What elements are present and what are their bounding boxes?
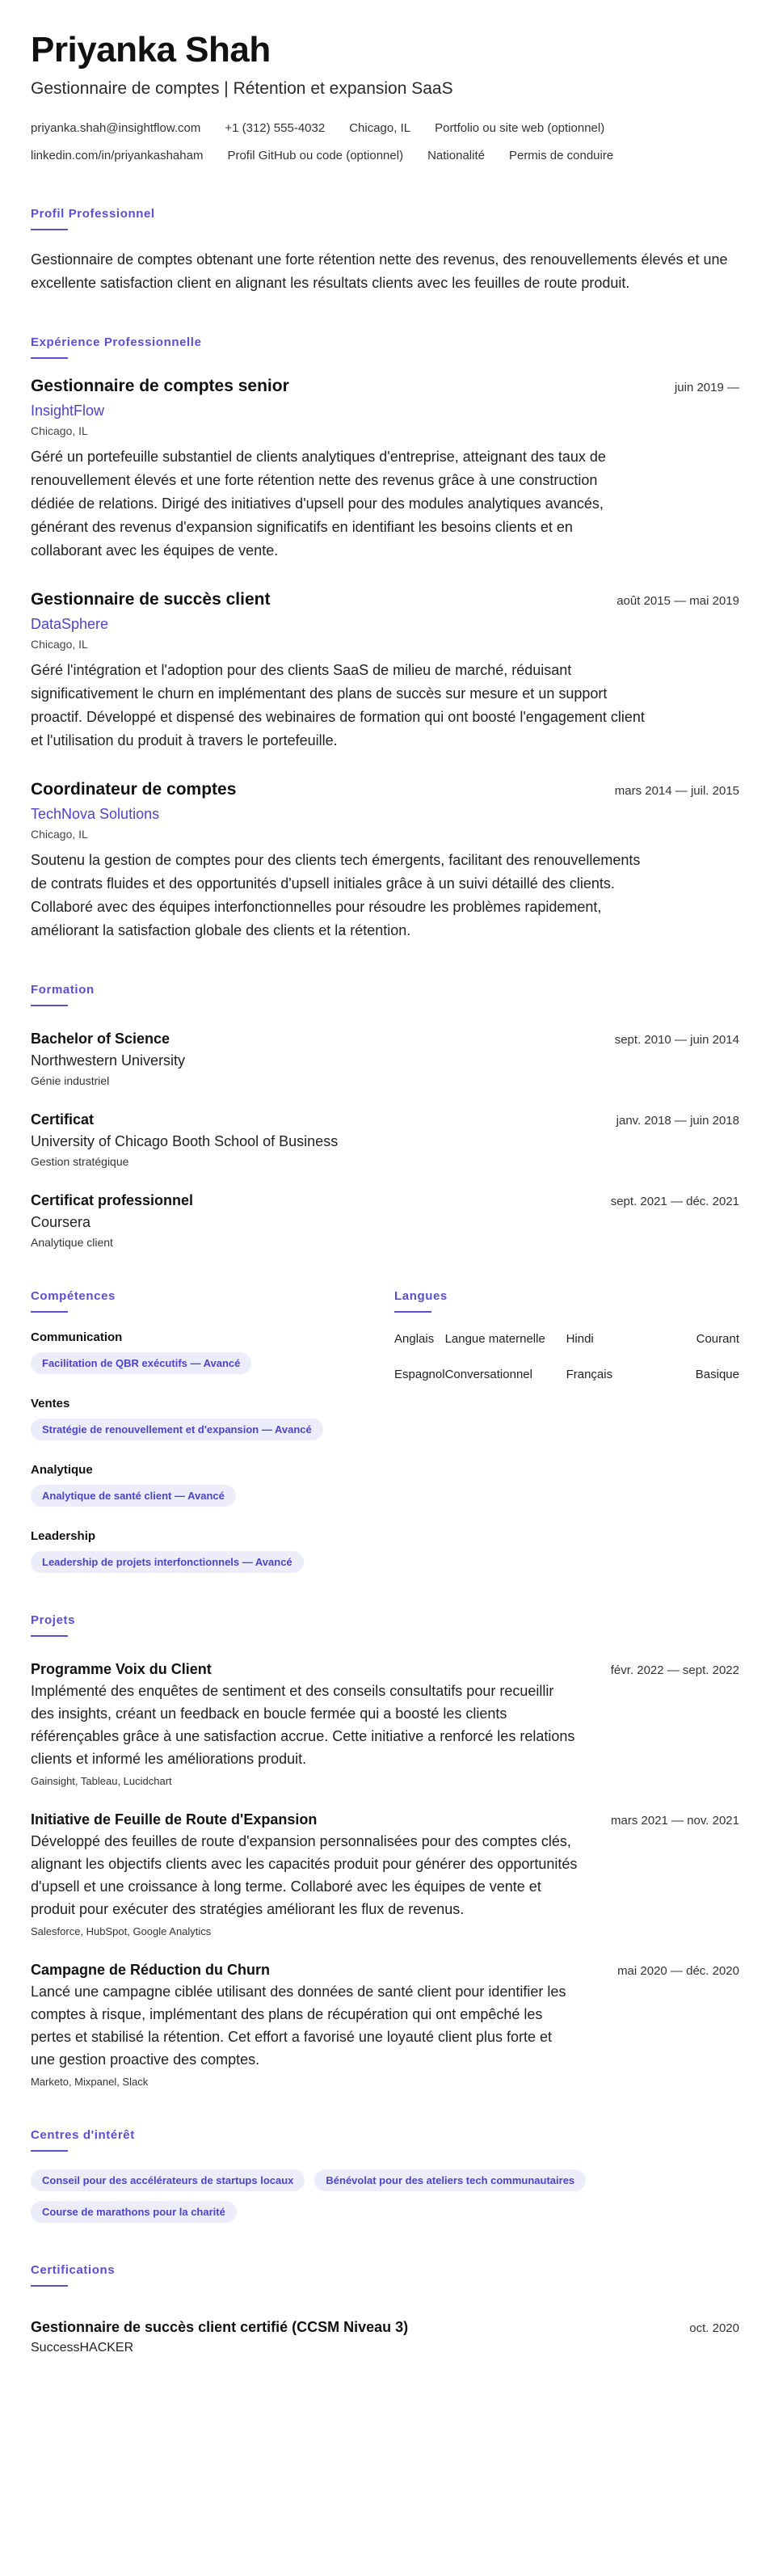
certification-date: oct. 2020 xyxy=(689,2321,739,2335)
project-description: Lancé une campagne ciblée utilisant des données de santé client pour identifier les comptes à risque, implémentant des plans de récupération qui ont empêché les pertes et stabilisé la rétention. Cet effort a favorisé une loyauté client plus forte et une gestion proactive des comptes. xyxy=(31,1984,566,2068)
skill-pill: Stratégie de renouvellement et d'expansion — Avancé xyxy=(31,1419,323,1440)
project-tools: Salesforce, HubSpot, Google Analytics xyxy=(31,1925,212,1937)
contact-linkedin[interactable]: linkedin.com/in/priyankashaham xyxy=(31,149,204,162)
degree-title: Certificat xyxy=(31,1111,95,1128)
projects-section xyxy=(31,1613,739,2088)
contact-location: Chicago, IL xyxy=(349,121,411,135)
education-dates: janv. 2018 — juin 2018 xyxy=(616,1114,739,1128)
contact-portfolio[interactable]: Portfolio ou site web (optionnel) xyxy=(435,121,605,135)
section-rule xyxy=(31,1311,68,1313)
experience-item xyxy=(31,590,739,753)
section-title-experience: Expérience Professionnelle xyxy=(31,335,202,349)
job-location: Chicago, IL xyxy=(31,638,88,651)
job-description: Géré un portefeuille substantiel de clients analytiques d'entreprise, atteignant des taux de renouvellement élevés et une forte rétention nette des revenus grâce à une construction dédiée de relations. Dirigé des initiatives d'upsell pour des modules analytiques avancés, générant des revenus d'expansion significatifs en identifiant les besoins clients et en collaborant avec les équipes de vente. xyxy=(31,449,606,559)
job-title: Gestionnaire de comptes senior xyxy=(31,377,289,395)
education-list xyxy=(31,1031,739,1249)
field-of-study: Analytique client xyxy=(31,1236,113,1249)
certifications-list xyxy=(31,2319,739,2355)
education-item xyxy=(31,1031,739,1087)
education-dates: sept. 2010 — juin 2014 xyxy=(614,1033,739,1047)
section-title-interests: Centres d'intérêt xyxy=(31,2128,135,2142)
experience-section xyxy=(31,335,739,942)
project-item xyxy=(31,1661,739,1787)
summary-text: Gestionnaire de comptes obtenant une forte rétention nette des revenus, des renouvellements élevés et une excellente satisfaction client en alignant les résultats clients avec les feuilles de route produit. xyxy=(31,251,728,291)
interest-pill: Conseil pour des accélérateurs de startups locaux xyxy=(31,2169,305,2191)
section-rule xyxy=(31,357,68,359)
section-title-certifications: Certifications xyxy=(31,2263,116,2277)
certification-name: Gestionnaire de succès client certifié (CCSM Niveau 3) xyxy=(31,2319,409,2335)
project-name: Campagne de Réduction du Churn xyxy=(31,1962,271,1978)
job-title: Coordinateur de comptes xyxy=(31,780,237,799)
language-row xyxy=(394,1330,739,1366)
skill-pill: Analytique de santé client — Avancé xyxy=(31,1485,236,1507)
field-of-study: Génie industriel xyxy=(31,1074,110,1087)
job-dates: août 2015 — mai 2019 xyxy=(616,594,739,608)
project-description: Implémenté des enquêtes de sentiment et des conseils consultatifs pour recueillir des insights, créant un feedback en boucle fermée qui a boosté les clients référençables grâce à une satisfaction accrue. Cette initiative a renforcé les relations clients et informé les améliorations produit. xyxy=(31,1683,575,1767)
language-level: Langue maternelle xyxy=(444,1332,545,1346)
contact-email[interactable]: priyanka.shah@insightflow.com xyxy=(31,121,201,135)
experience-item xyxy=(31,377,739,563)
project-dates: févr. 2022 — sept. 2022 xyxy=(610,1663,739,1677)
resume-header xyxy=(31,29,739,170)
section-rule xyxy=(31,229,68,230)
job-dates: juin 2019 — xyxy=(674,381,739,394)
skill-pill: Leadership de projets interfonctionnels — Avancé xyxy=(31,1551,304,1573)
section-title-languages: Langues xyxy=(394,1289,448,1303)
section-rule xyxy=(31,1005,68,1006)
candidate-headline: Gestionnaire de comptes | Rétention et expansion SaaS xyxy=(31,79,453,98)
school-name: Northwestern University xyxy=(31,1052,186,1069)
section-title-projects: Projets xyxy=(31,1613,76,1627)
language-level: Courant xyxy=(696,1332,739,1346)
project-tools: Gainsight, Tableau, Lucidchart xyxy=(31,1775,172,1787)
section-rule xyxy=(31,1635,68,1637)
contact-github[interactable]: Profil GitHub ou code (optionnel) xyxy=(227,149,404,162)
education-item xyxy=(31,1111,739,1168)
language-row xyxy=(394,1366,739,1402)
skills-section xyxy=(31,1289,394,1573)
contact-info xyxy=(31,115,739,170)
interest-pill: Course de marathons pour la charité xyxy=(31,2201,237,2223)
degree-title: Certificat professionnel xyxy=(31,1192,194,1208)
skills-list xyxy=(31,1330,394,1573)
skill-category: Ventes xyxy=(31,1397,70,1410)
project-item xyxy=(31,1962,739,2088)
project-tools: Marketo, Mixpanel, Slack xyxy=(31,2076,149,2088)
section-title-summary: Profil Professionnel xyxy=(31,207,155,221)
education-dates: sept. 2021 — déc. 2021 xyxy=(610,1195,739,1208)
summary-section xyxy=(31,207,739,295)
skill-pill: Facilitation de QBR exécutifs — Avancé xyxy=(31,1352,251,1374)
project-item xyxy=(31,1811,739,1937)
job-title: Gestionnaire de succès client xyxy=(31,590,271,609)
job-company: DataSphere xyxy=(31,616,109,632)
job-dates: mars 2014 — juil. 2015 xyxy=(614,784,739,798)
language-name: Français xyxy=(566,1368,613,1381)
certification-item xyxy=(31,2319,739,2355)
field-of-study: Gestion stratégique xyxy=(31,1155,129,1168)
languages-section xyxy=(394,1289,739,1573)
languages-list xyxy=(394,1330,739,1402)
certifications-section xyxy=(31,2263,739,2355)
skill-group xyxy=(31,1330,394,1374)
project-name: Programme Voix du Client xyxy=(31,1661,212,1677)
experience-item xyxy=(31,780,739,942)
project-dates: mai 2020 — déc. 2020 xyxy=(617,1964,739,1978)
section-title-education: Formation xyxy=(31,983,95,997)
section-rule xyxy=(31,2285,68,2287)
interest-pill: Bénévolat pour des ateliers tech communautaires xyxy=(314,2169,586,2191)
language-level: Basique xyxy=(695,1368,739,1381)
skills-languages-row xyxy=(31,1289,739,1573)
interests-list xyxy=(31,2169,739,2232)
job-location: Chicago, IL xyxy=(31,424,88,437)
education-section xyxy=(31,983,739,1249)
skill-group xyxy=(31,1463,394,1507)
skill-category: Leadership xyxy=(31,1529,96,1543)
school-name: Coursera xyxy=(31,1214,91,1230)
language-level: Conversationnel xyxy=(444,1368,532,1381)
job-company: TechNova Solutions xyxy=(31,806,160,822)
skill-group xyxy=(31,1529,394,1573)
skill-group xyxy=(31,1397,394,1440)
languages-table xyxy=(394,1330,739,1402)
interests-section xyxy=(31,2128,739,2232)
job-description: Géré l'intégration et l'adoption pour des clients SaaS de milieu de marché, réduisant significativement le churn en implémentant des plans de succès sur mesure et un support proactif. Développé et dispensé des webinaires de formation qui ont boosté l'engagement client et l'utilisation du produit à travers le portefeuille. xyxy=(31,662,645,748)
skill-category: Communication xyxy=(31,1330,123,1344)
job-description: Soutenu la gestion de comptes pour des clients tech émergents, facilitant des renouvellements de contrats fluides et des opportunités d'upsell initiales grâce à un suivi détaillé des clients. Collaboré avec des équipes interfonctionnelles pour résoudre les problèmes rapidement, améliorant la satisfaction globale des clients et la rétention. xyxy=(31,852,641,938)
school-name: University of Chicago Booth School of Business xyxy=(31,1133,339,1149)
section-rule xyxy=(394,1311,431,1313)
job-company: InsightFlow xyxy=(31,403,105,419)
projects-list xyxy=(31,1661,739,2088)
education-item xyxy=(31,1192,739,1249)
language-name: Hindi xyxy=(566,1332,594,1346)
job-location: Chicago, IL xyxy=(31,828,88,841)
section-title-skills: Compétences xyxy=(31,1289,116,1303)
experience-list xyxy=(31,377,739,942)
project-dates: mars 2021 — nov. 2021 xyxy=(611,1814,739,1828)
certification-issuer: SuccessHACKER xyxy=(31,2341,134,2355)
project-name: Initiative de Feuille de Route d'Expansion xyxy=(31,1811,318,1828)
skill-category: Analytique xyxy=(31,1463,93,1477)
project-description: Développé des feuilles de route d'expansion personnalisées pour des comptes clés, alignant les objectifs clients avec les capacités produit pour générer des opportunités d'upsell et une croissance à long terme. Collaboré avec les équipes de vente et produit pour exécuter des stratégies améliorant les flux de revenus. xyxy=(31,1833,578,1917)
degree-title: Bachelor of Science xyxy=(31,1031,170,1047)
contact-phone[interactable]: +1 (312) 555-4032 xyxy=(225,121,326,135)
section-rule xyxy=(31,2150,68,2152)
contact-nationality: Nationalité xyxy=(427,149,485,162)
contact-license: Permis de conduire xyxy=(508,149,614,162)
language-name: Anglais xyxy=(394,1332,435,1346)
language-name: Espagnol xyxy=(394,1368,445,1381)
candidate-name: Priyanka Shah xyxy=(31,30,271,70)
